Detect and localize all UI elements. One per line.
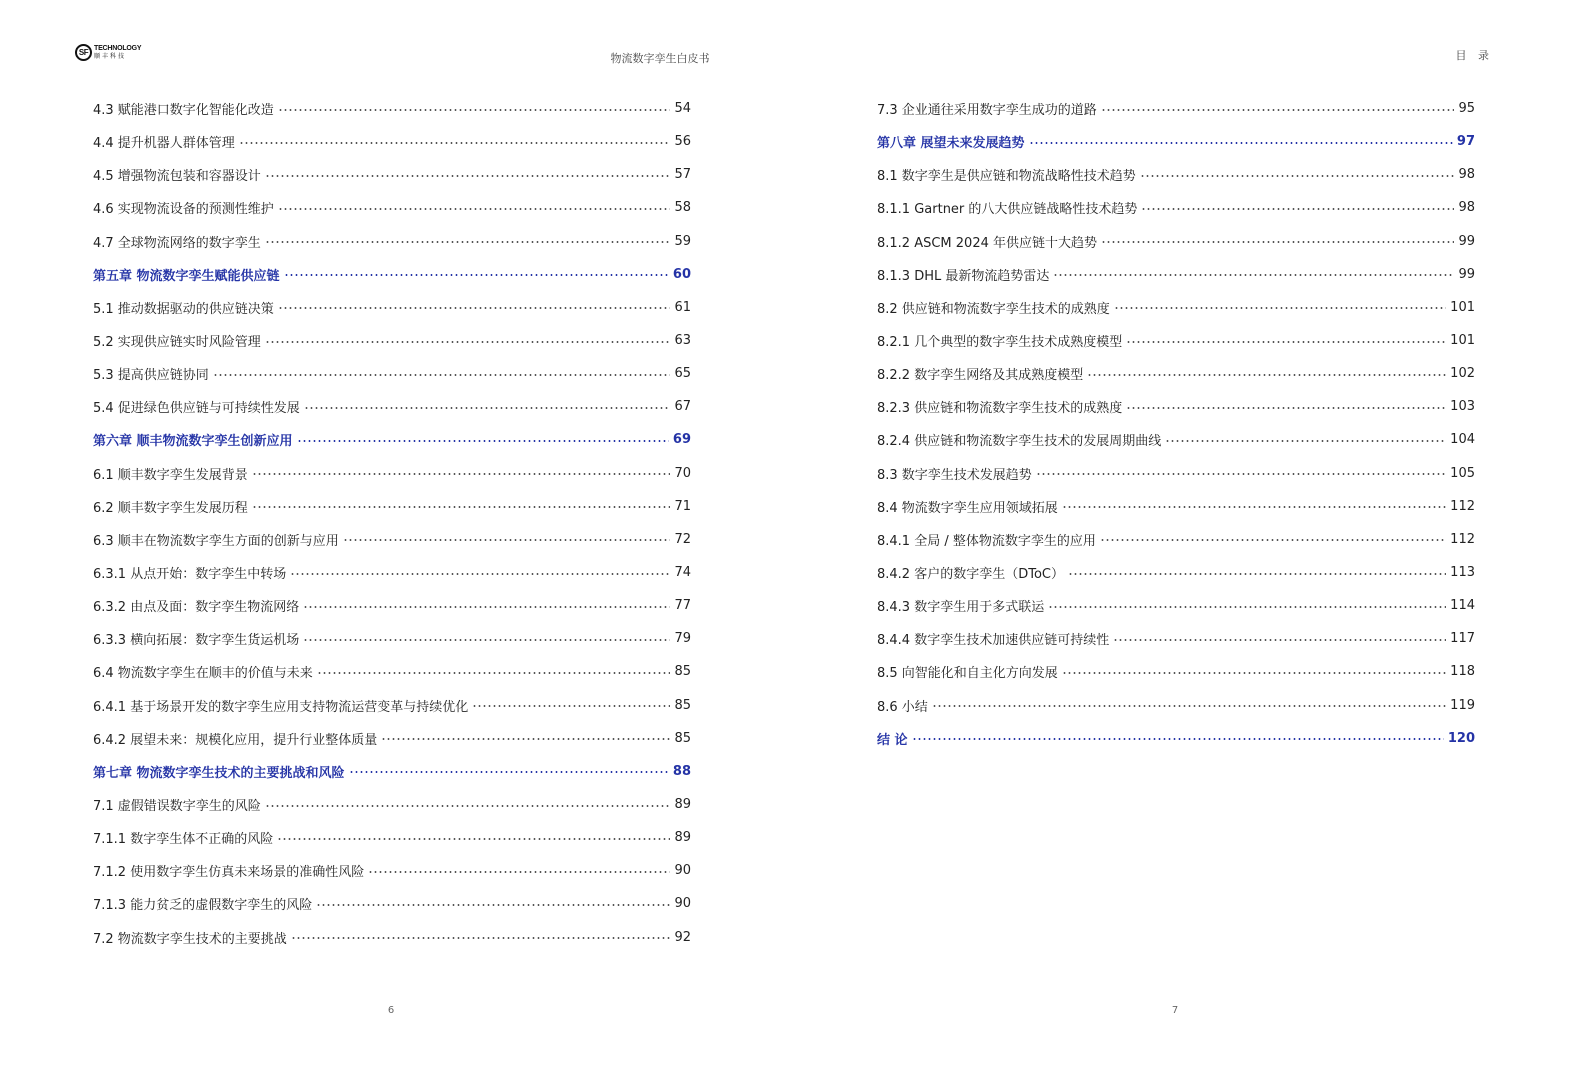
toc-entry-title: 8.4 物流数字孪生应用领域拓展 [877,500,1058,516]
toc-entry-page-number: 117 [1450,631,1475,647]
toc-entry[interactable] [877,423,1475,456]
toc-entry-page-number: 112 [1450,498,1475,514]
table-of-contents-left [93,92,691,954]
toc-entry-page-number: 114 [1450,598,1475,614]
toc-entry-title: 8.1.1 Gartner 的八大供应链战略性技术趋势 [877,202,1138,218]
dot-leader [290,573,670,575]
toc-entry-title: 7.1 虚假错误数字孪生的风险 [93,799,261,815]
toc-entry-page-number: 74 [674,565,691,581]
dot-leader [239,142,671,144]
sf-technology-logo [75,44,141,61]
toc-entry[interactable] [877,390,1475,423]
toc-entry[interactable] [93,158,691,191]
dot-leader [1036,473,1446,475]
toc-entry[interactable] [877,523,1475,556]
toc-entry-title: 6.3.1 从点开始：数字孪生中转场 [93,567,287,583]
toc-entry-page-number: 85 [674,697,691,713]
toc-entry[interactable] [93,225,691,258]
toc-entry[interactable] [877,191,1475,224]
toc-entry-page-number: 70 [674,465,691,481]
toc-entry-title: 8.2.4 供应链和物流数字孪生技术的发展周期曲线 [877,434,1162,450]
toc-entry[interactable] [93,854,691,887]
dot-leader [303,639,670,641]
toc-entry-title: 7.1.2 使用数字孪生仿真未来场景的准确性风险 [93,865,365,881]
toc-entry-title: 第六章 顺丰物流数字孪生创新应用 [93,434,293,450]
dot-leader [252,473,671,475]
dot-leader [278,208,671,210]
dot-leader [265,341,671,343]
toc-entry[interactable] [877,457,1475,490]
toc-entry-title: 4.7 全球物流网络的数字孪生 [93,235,261,251]
toc-entry-title: 6.3.3 横向拓展：数字孪生货运机场 [93,633,300,649]
toc-entry[interactable] [877,689,1475,722]
toc-entry[interactable] [93,125,691,158]
toc-entry-page-number: 85 [674,664,691,680]
toc-entry[interactable] [93,655,691,688]
toc-entry-page-number: 103 [1450,399,1475,415]
dot-leader [349,771,669,773]
toc-entry-title: 8.2.3 供应链和物流数字孪生技术的成熟度 [877,401,1123,417]
logo-text-cn: 顺丰科技 [94,52,127,60]
toc-entry-title: 5.2 实现供应链实时风险管理 [93,335,261,351]
toc-entry-title: 5.3 提高供应链协同 [93,368,209,384]
toc-entry-title: 第五章 物流数字孪生赋能供应链 [93,268,280,284]
toc-entry-page-number: 112 [1450,531,1475,547]
toc-entry-title: 6.2 顺丰数字孪生发展历程 [93,500,248,516]
toc-entry-title: 8.4.3 数字孪生用于多式联运 [877,600,1045,616]
dot-leader [912,738,1444,740]
toc-entry[interactable] [877,357,1475,390]
dot-leader [1068,573,1446,575]
toc-entry-page-number: 56 [674,134,691,150]
toc-entry-title: 8.2 供应链和物流数字孪生技术的成熟度 [877,301,1110,317]
toc-entry[interactable] [93,921,691,954]
toc-entry-page-number: 63 [674,333,691,349]
toc-entry-page-number: 57 [674,167,691,183]
dot-leader [1114,307,1446,309]
toc-entry-page-number: 72 [674,531,691,547]
toc-entry-page-number: 119 [1450,697,1475,713]
toc-entry-page-number: 105 [1450,465,1475,481]
dot-leader [1126,407,1446,409]
dot-leader [1165,440,1446,442]
toc-entry-page-number: 89 [674,797,691,813]
toc-entry-title: 8.2.1 几个典型的数字孪生技术成熟度模型 [877,335,1123,351]
toc-entry[interactable] [93,324,691,357]
dot-leader [316,904,670,906]
dot-leader [252,506,671,508]
toc-entry-page-number: 59 [674,233,691,249]
toc-entry[interactable] [93,191,691,224]
table-of-contents-right [877,92,1475,755]
page-number-right: 7 [1171,1005,1179,1016]
toc-entry-page-number: 85 [674,730,691,746]
toc-entry[interactable] [93,457,691,490]
toc-entry-page-number: 90 [674,896,691,912]
toc-entry-page-number: 69 [672,432,691,448]
toc-entry-title: 7.1.3 能力贫乏的虚假数字孪生的风险 [93,898,313,914]
toc-entry-title: 第七章 物流数字孪生技术的主要挑战和风险 [93,765,345,781]
toc-entry[interactable] [93,622,691,655]
toc-entry[interactable] [877,258,1475,291]
toc-entry-page-number: 58 [674,200,691,216]
dot-leader [368,871,670,873]
toc-entry-page-number: 92 [674,929,691,945]
dot-leader [291,937,671,939]
toc-entry[interactable] [93,390,691,423]
page-number-left: 6 [387,1005,395,1016]
dot-leader [1141,208,1454,210]
toc-entry[interactable] [877,556,1475,589]
toc-entry-title: 6.1 顺丰数字孪生发展背景 [93,467,248,483]
toc-entry[interactable] [93,689,691,722]
toc-entry[interactable] [93,523,691,556]
toc-entry-title: 4.4 提升机器人群体管理 [93,136,235,152]
toc-entry-title: 6.3.2 由点及面：数字孪生物流网络 [93,600,300,616]
toc-entry[interactable] [93,887,691,920]
dot-leader [303,606,670,608]
toc-entry[interactable] [93,92,691,125]
logo-text-en: TECHNOLOGY [94,44,142,52]
toc-entry-page-number: 120 [1447,730,1475,746]
toc-entry-page-number: 102 [1450,366,1475,382]
toc-entry-page-number: 99 [1458,266,1475,282]
toc-entry-title: 8.4.2 客户的数字孪生（DToC） [877,567,1064,583]
toc-entry-title: 8.6 小结 [877,699,928,715]
toc-entry-title: 7.3 企业通往采用数字孪生成功的道路 [877,103,1097,119]
toc-entry[interactable] [93,589,691,622]
toc-entry[interactable] [93,357,691,390]
dot-leader [1100,539,1446,541]
dot-leader [932,705,1446,707]
document-title: 物流数字孪生白皮书 [610,52,710,65]
toc-entry-page-number: 90 [674,863,691,879]
section-title: 目 录 [1455,49,1493,62]
toc-entry-title: 8.5 向智能化和自主化方向发展 [877,666,1058,682]
toc-entry-page-number: 104 [1450,432,1475,448]
toc-entry[interactable] [877,291,1475,324]
dot-leader [1126,341,1446,343]
toc-entry[interactable] [93,722,691,755]
toc-entry-page-number: 88 [672,763,691,779]
dot-leader [278,307,671,309]
dot-leader [1029,142,1453,144]
sf-logo-icon: SF [75,44,92,61]
toc-entry[interactable] [93,821,691,854]
dot-leader [1087,374,1446,376]
toc-entry-title: 4.5 增强物流包装和容器设计 [93,169,261,185]
dot-leader [213,374,671,376]
dot-leader [381,738,670,740]
toc-entry[interactable] [877,655,1475,688]
toc-entry-page-number: 95 [1458,101,1475,117]
dot-leader [297,440,669,442]
toc-entry-page-number: 89 [674,830,691,846]
toc-entry[interactable] [93,556,691,589]
toc-entry-title: 8.4.4 数字孪生技术加速供应链可持续性 [877,633,1110,649]
toc-entry-page-number: 113 [1450,565,1475,581]
dot-leader [1113,639,1446,641]
toc-entry[interactable] [877,158,1475,191]
dot-leader [265,175,671,177]
toc-entry-page-number: 65 [674,366,691,382]
toc-entry-title: 8.1.2 ASCM 2024 年供应链十大趋势 [877,235,1097,251]
dot-leader [1062,672,1446,674]
toc-entry-title: 6.4.2 展望未来：规模化应用，提升行业整体质量 [93,732,378,748]
toc-entry-page-number: 61 [674,299,691,315]
toc-entry[interactable] [93,788,691,821]
toc-entry[interactable] [877,589,1475,622]
toc-chapter-entry[interactable] [93,423,691,456]
toc-entry-page-number: 79 [674,631,691,647]
toc-entry-title: 6.4 物流数字孪生在顺丰的价值与未来 [93,666,313,682]
toc-entry-title: 8.3 数字孪生技术发展趋势 [877,467,1032,483]
dot-leader [343,539,671,541]
toc-entry-page-number: 77 [674,598,691,614]
toc-entry-title: 结 论 [877,732,908,748]
dot-leader [277,838,670,840]
dot-leader [265,241,671,243]
toc-entry-title: 7.2 物流数字孪生技术的主要挑战 [93,931,287,947]
dot-leader [1101,241,1454,243]
toc-entry-page-number: 118 [1450,664,1475,680]
dot-leader [278,109,671,111]
dot-leader [1053,274,1454,276]
toc-chapter-entry[interactable] [877,125,1475,158]
toc-entry[interactable] [877,622,1475,655]
toc-entry-page-number: 97 [1456,134,1475,150]
toc-entry-page-number: 101 [1450,299,1475,315]
toc-entry-page-number: 98 [1458,200,1475,216]
dot-leader [304,407,671,409]
toc-entry-page-number: 71 [674,498,691,514]
toc-entry[interactable] [877,225,1475,258]
toc-entry[interactable] [93,490,691,523]
toc-entry-page-number: 67 [674,399,691,415]
toc-entry-title: 8.1.3 DHL 最新物流趋势雷达 [877,268,1050,284]
toc-entry[interactable] [877,490,1475,523]
dot-leader [284,274,669,276]
toc-entry-page-number: 54 [674,101,691,117]
toc-entry-title: 4.6 实现物流设备的预测性维护 [93,202,274,218]
toc-entry-title: 7.1.1 数字孪生体不正确的风险 [93,832,274,848]
toc-entry[interactable] [877,324,1475,357]
dot-leader [472,705,670,707]
toc-chapter-entry[interactable] [93,755,691,788]
left-page [0,0,793,1077]
toc-entry-page-number: 101 [1450,333,1475,349]
dot-leader [317,672,671,674]
toc-entry-page-number: 60 [672,266,691,282]
toc-chapter-entry[interactable] [93,258,691,291]
toc-entry-title: 5.4 促进绿色供应链与可持续性发展 [93,401,300,417]
dot-leader [1140,175,1455,177]
toc-entry-title: 4.3 赋能港口数字化智能化改造 [93,103,274,119]
toc-entry[interactable] [93,291,691,324]
toc-entry-title: 5.1 推动数据驱动的供应链决策 [93,301,274,317]
toc-entry-title: 6.3 顺丰在物流数字孪生方面的创新与应用 [93,533,339,549]
dot-leader [265,805,671,807]
right-page [793,0,1587,1077]
toc-entry[interactable] [877,92,1475,125]
toc-chapter-entry[interactable] [877,722,1475,755]
dot-leader [1048,606,1446,608]
dot-leader [1062,506,1446,508]
toc-entry-title: 8.1 数字孪生是供应链和物流战略性技术趋势 [877,169,1136,185]
toc-entry-page-number: 99 [1458,233,1475,249]
toc-entry-title: 第八章 展望未来发展趋势 [877,136,1025,152]
toc-entry-title: 8.4.1 全局 / 整体物流数字孪生的应用 [877,533,1096,549]
dot-leader [1101,109,1455,111]
toc-entry-title: 6.4.1 基于场景开发的数字孪生应用支持物流运营变革与持续优化 [93,699,469,715]
toc-entry-title: 8.2.2 数字孪生网络及其成熟度模型 [877,368,1084,384]
toc-entry-page-number: 98 [1458,167,1475,183]
